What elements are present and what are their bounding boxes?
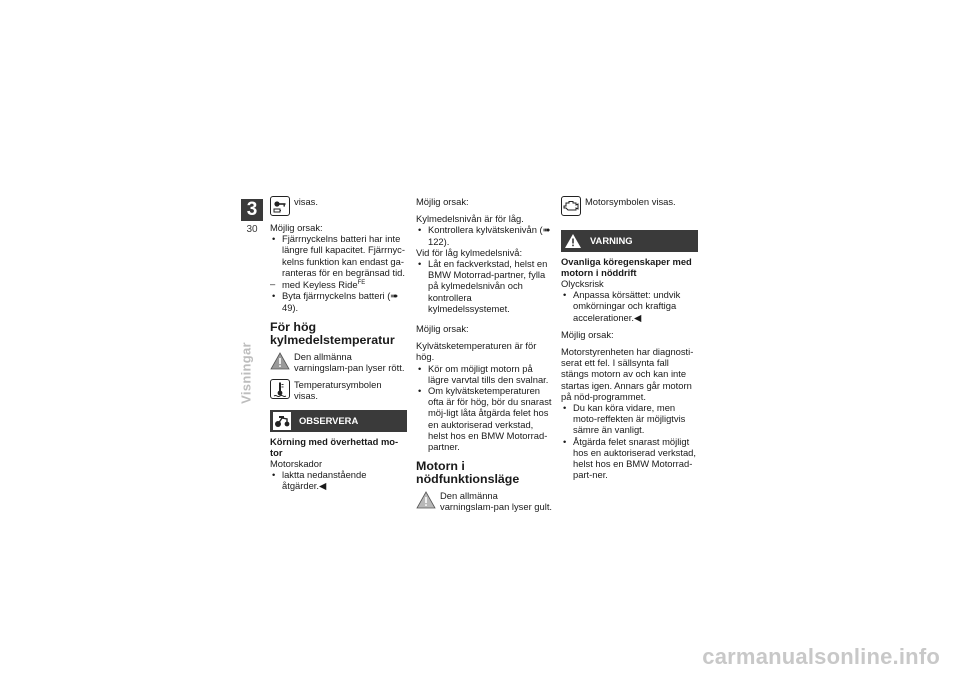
possible-cause-1: Möjlig orsak: [416,196,469,207]
accident-risk: Olycksrisk [561,278,604,289]
column-1 [270,196,407,491]
possible-cause: Möjlig orsak: [270,222,323,233]
temperature-symbol-row [270,379,407,401]
remote-key-icon [270,196,290,216]
notice-bar [270,410,407,432]
motorcycle-icon [273,412,291,430]
key-symbol-text: visas. [294,196,318,207]
bullet-observe-measures: • laktta nedanstående åtgärder.◀ [270,469,407,491]
bullet-check-coolant: • Kontrollera kylvätskenivån (➠ 122). [416,224,553,246]
low-coolant-label: Vid för låg kylmedelsnivå: [416,246,523,258]
thermometer-icon [270,379,290,399]
bullet-lower-rpm: • Kör om möjligt motorn på lägre varvtal tills den svalnar. [416,363,553,385]
warning-lamp-red-text: Den allmänna varningslam-pan lyser rött. [294,350,405,373]
notice-label: OBSERVERA [299,414,359,426]
chapter-tab: 3 [241,199,263,221]
warning-triangle-icon [564,232,582,250]
warning-triangle-icon [270,351,290,371]
key-symbol-row [270,196,407,216]
bullet-workshop-refill: • Låt en fackverkstad, helst en BMW Motorrad-partner, fylla på kylmedelsnivån och kontrollera kylmedelssystemet. [416,258,553,314]
temperature-symbol-text: Temperatursymbolen visas. [294,379,382,402]
diagnosis-paragraph: Motorstyrenheten har diagnosti-serat ett fel. I sällsynta fall stängs motorn av och kan inte startas igen. Annars går motorn på nöd-programmet. [561,346,694,402]
heading-high-coolant-temp: För hög kylmedelstemperatur [270,319,395,347]
warning-lamp-yellow-text: Den allmänna varningslam-pan lyser gult. [440,490,553,513]
page-number: 30 [246,224,258,235]
section-label: Visningar [238,342,254,404]
bullet-repair-workshop: • Om kylvätsketemperaturen ofta är för hög, bör du snarast möj-ligt låta åtgärda felet hos en auktoriserad verkstad, helst hos en BMW Motorrad-partner. [416,385,553,452]
bullet-adapt-driving: • Anpassa körsättet: undvik omkörningar och kraftiga accelerationer.◀ [561,289,698,323]
bullet-continue-driving: • Du kan köra vidare, men moto-reffekten är möjligtvis sämre än vanligt. [561,402,698,436]
warning-lamp-yellow-row [416,490,553,512]
engine-damage: Motorskador [270,457,323,469]
heading-emergency-mode: Motorn i nödfunktionsläge [416,459,520,487]
coolant-level-low: Kylmedelsnivån är för låg. [416,213,524,225]
possible-cause-2: Möjlig orsak: [416,323,469,335]
warning-triangle-icon [416,490,436,510]
column-3 [561,196,698,480]
bullet-change-battery: • Byta fjärrnyckelns batteri (➠ 49). [270,290,407,312]
column-2 [416,196,553,513]
bullet-battery-capacity: • Fjärrnyckelns batteri har inte längre full kapacitet. Fjärrnyc-kelns funktion kan endast ga-ranteras för en begränsad tid. [270,233,407,278]
keyless-ride-note: – med Keyless Ride$^{FE}$ [270,278,407,290]
watermark: carmanualsonline.info [702,644,940,669]
engine-symbol-row [561,196,698,216]
warning-bar [561,230,698,252]
warning-label: VARNING [590,235,633,247]
bullet-fix-fault: • Åtgärda felet snarast möjligt hos en auktoriserad verkstad, helst hos en BMW Motorrad-part-ner. [561,436,698,481]
warning-lamp-red-row [270,351,407,373]
heading-unusual-handling: Ovanliga köregenskaper med motorn i nöddrift [561,256,692,278]
coolant-temp-high: Kylvätsketemperaturen är för hög. [416,340,537,363]
engine-symbol-text: Motorsymbolen visas. [585,196,676,207]
engine-icon [561,196,581,216]
heading-overheated-engine: Körning med överhettad mo-tor [270,435,399,458]
possible-cause: Möjlig orsak: [561,328,614,340]
